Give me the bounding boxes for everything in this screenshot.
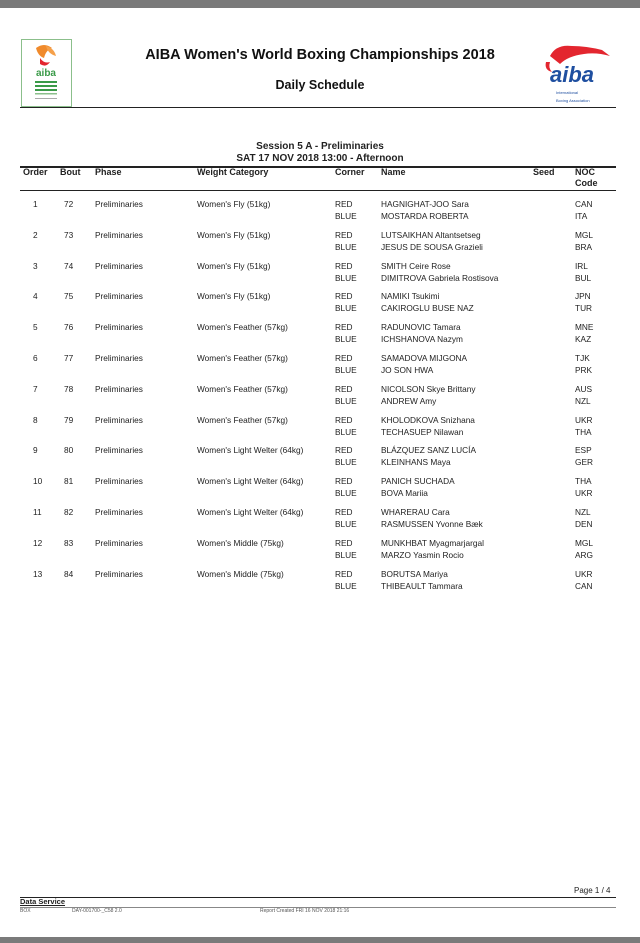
corner-blue: BLUE bbox=[335, 426, 357, 437]
col-bout: Bout bbox=[60, 167, 81, 177]
bout-phase: Preliminaries bbox=[95, 260, 143, 271]
red-noc-code: TJK bbox=[575, 353, 590, 363]
red-noc-code: NZL bbox=[575, 507, 591, 517]
bout-weight-category: Women's Light Welter (64kg) bbox=[197, 476, 304, 487]
red-noc-code: MGL bbox=[575, 229, 593, 240]
corner-red: RED bbox=[335, 445, 353, 456]
blue-noc-code: ITA bbox=[575, 211, 588, 221]
corner-red: RED bbox=[335, 291, 353, 302]
blue-boxer-name: JESUS DE SOUSA Grazieli bbox=[381, 241, 483, 252]
corner-blue: BLUE bbox=[335, 365, 357, 375]
bout-phase: Preliminaries bbox=[95, 568, 143, 579]
blue-boxer-name: CAKIROGLU BUSE NAZ bbox=[381, 303, 474, 314]
blue-boxer-name: JO SON HWA bbox=[381, 365, 434, 375]
header-divider bbox=[20, 107, 616, 108]
corner-blue: BLUE bbox=[335, 519, 357, 529]
corner-blue: BLUE bbox=[335, 395, 357, 406]
red-noc-code: IRL bbox=[575, 260, 588, 271]
bout-order: 11 bbox=[33, 507, 42, 517]
red-noc-code: THA bbox=[575, 476, 592, 487]
bout-order: 4 bbox=[33, 291, 38, 302]
corner-red: RED bbox=[335, 322, 353, 333]
blue-noc-code: TUR bbox=[575, 303, 593, 314]
blue-noc-code: PRK bbox=[575, 365, 593, 375]
red-noc-code: JPN bbox=[575, 291, 591, 302]
footer-code2: DAY-001700-_C58 2.0 bbox=[72, 908, 122, 914]
bout-number: 83 bbox=[64, 537, 74, 548]
blue-boxer-name: RASMUSSEN Yvonne Bæk bbox=[381, 519, 483, 529]
bout-weight-category: Women's Feather (57kg) bbox=[197, 383, 288, 394]
corner-red: RED bbox=[335, 353, 353, 363]
bout-phase: Preliminaries bbox=[95, 445, 143, 456]
page-number: Page 1 / 4 bbox=[574, 886, 611, 895]
bout-number: 82 bbox=[64, 507, 74, 517]
corner-red: RED bbox=[335, 383, 353, 394]
top-bar bbox=[0, 0, 640, 8]
bout-weight-category: Women's Middle (75kg) bbox=[197, 568, 284, 579]
blue-noc-code: BUL bbox=[575, 272, 592, 283]
svg-text:aiba: aiba bbox=[550, 62, 595, 87]
red-boxer-name: SMITH Ceire Rose bbox=[381, 260, 451, 271]
bout-phase: Preliminaries bbox=[95, 414, 143, 425]
bout-weight-category: Women's Fly (51kg) bbox=[197, 291, 271, 302]
bout-order: 9 bbox=[33, 445, 38, 456]
svg-text:International: International bbox=[556, 90, 579, 95]
bout-weight-category: Women's Feather (57kg) bbox=[197, 322, 288, 333]
blue-noc-code: UKR bbox=[575, 488, 593, 499]
bout-order: 10 bbox=[33, 476, 43, 487]
bout-order: 2 bbox=[33, 229, 38, 240]
red-noc-code: UKR bbox=[575, 414, 593, 425]
blue-boxer-name: THIBEAULT Tammara bbox=[381, 580, 463, 591]
blue-noc-code: ARG bbox=[575, 549, 593, 560]
bout-order: 13 bbox=[33, 568, 43, 579]
page-title: AIBA Women's World Boxing Championships 2018 bbox=[145, 47, 495, 63]
corner-red: RED bbox=[335, 199, 353, 209]
red-noc-code: UKR bbox=[575, 568, 593, 579]
blue-boxer-name: MARZO Yasmin Rocio bbox=[381, 549, 464, 560]
red-boxer-name: NICOLSON Skye Brittany bbox=[381, 383, 476, 394]
footer-created: Report Created FRI 16 NOV 2018 21:16 bbox=[260, 908, 350, 914]
bout-phase: Preliminaries bbox=[95, 229, 143, 240]
bout-number: 76 bbox=[64, 322, 74, 333]
bout-weight-category: Women's Feather (57kg) bbox=[197, 353, 288, 363]
corner-blue: BLUE bbox=[335, 211, 357, 221]
bout-number: 78 bbox=[64, 383, 74, 394]
bout-weight-category: Women's Light Welter (64kg) bbox=[197, 507, 304, 517]
bottom-bar bbox=[0, 937, 640, 943]
blue-boxer-name: ICHSHANOVA Nazym bbox=[381, 334, 463, 345]
svg-text:Boxing Association: Boxing Association bbox=[556, 98, 590, 103]
corner-blue: BLUE bbox=[335, 241, 357, 252]
aiba-logo bbox=[540, 42, 615, 107]
col-noc-line1: NOC bbox=[575, 167, 595, 177]
red-boxer-name: WHARERAU Cara bbox=[381, 507, 450, 517]
blue-boxer-name: BOVA Mariia bbox=[381, 488, 428, 499]
bout-order: 12 bbox=[33, 537, 43, 548]
red-boxer-name: HAGNIGHAT-JOO Sara bbox=[381, 199, 469, 209]
bout-phase: Preliminaries bbox=[95, 291, 143, 302]
red-boxer-name: SAMADOVA MIJGONA bbox=[381, 353, 468, 363]
bout-phase: Preliminaries bbox=[95, 507, 143, 517]
bout-weight-category: Women's Fly (51kg) bbox=[197, 229, 271, 240]
session-name: Session 5 A - Preliminaries bbox=[256, 141, 384, 152]
col-noc bbox=[575, 167, 598, 189]
corner-red: RED bbox=[335, 260, 353, 271]
col-order: Order bbox=[23, 167, 48, 177]
red-boxer-name: KHOLODKOVA Snizhana bbox=[381, 414, 475, 425]
col-weight: Weight Category bbox=[197, 167, 269, 177]
bout-number: 73 bbox=[64, 229, 74, 240]
red-noc-code: MNE bbox=[575, 322, 594, 333]
red-boxer-name: LUTSAIKHAN Altantsetseg bbox=[381, 229, 481, 240]
footer-code1: BOX bbox=[20, 908, 31, 914]
corner-red: RED bbox=[335, 476, 353, 487]
bout-phase: Preliminaries bbox=[95, 199, 143, 209]
bout-phase: Preliminaries bbox=[95, 383, 143, 394]
bout-order: 3 bbox=[33, 260, 38, 271]
corner-blue: BLUE bbox=[335, 549, 357, 560]
blue-boxer-name: ANDREW Amy bbox=[381, 395, 437, 406]
blue-noc-code: KAZ bbox=[575, 334, 592, 345]
red-boxer-name: NAMIKI Tsukimi bbox=[381, 291, 440, 302]
bout-weight-category: Women's Fly (51kg) bbox=[197, 199, 271, 209]
bout-weight-category: Women's Fly (51kg) bbox=[197, 260, 271, 271]
footer-line bbox=[20, 897, 616, 898]
blue-noc-code: NZL bbox=[575, 395, 591, 406]
bout-phase: Preliminaries bbox=[95, 322, 143, 333]
corner-blue: BLUE bbox=[335, 580, 357, 591]
red-noc-code: AUS bbox=[575, 383, 593, 394]
col-phase: Phase bbox=[95, 167, 122, 177]
svg-text:aiba: aiba bbox=[35, 68, 57, 79]
corner-red: RED bbox=[335, 229, 353, 240]
bout-order: 6 bbox=[33, 353, 38, 363]
table-header-line bbox=[20, 190, 616, 191]
bout-order: 1 bbox=[33, 199, 38, 209]
bout-number: 84 bbox=[64, 568, 74, 579]
col-seed: Seed bbox=[533, 167, 555, 177]
footer-service: Data Service bbox=[20, 897, 66, 906]
blue-boxer-name: TECHASUEP Nilawan bbox=[381, 426, 464, 437]
corner-blue: BLUE bbox=[335, 272, 357, 283]
blue-boxer-name: DIMITROVA Gabriela Rostisova bbox=[381, 272, 499, 283]
bout-phase: Preliminaries bbox=[95, 476, 143, 487]
bout-number: 77 bbox=[64, 353, 74, 363]
corner-red: RED bbox=[335, 568, 353, 579]
bout-phase: Preliminaries bbox=[95, 353, 143, 363]
bout-number: 75 bbox=[64, 291, 74, 302]
corner-red: RED bbox=[335, 507, 353, 517]
bout-weight-category: Women's Middle (75kg) bbox=[197, 537, 284, 548]
page-subtitle: Daily Schedule bbox=[275, 78, 365, 92]
corner-blue: BLUE bbox=[335, 488, 357, 499]
bout-number: 80 bbox=[64, 445, 74, 456]
col-corner: Corner bbox=[335, 167, 365, 177]
col-noc-line2: Code bbox=[575, 178, 598, 188]
corner-red: RED bbox=[335, 414, 353, 425]
red-noc-code: MGL bbox=[575, 537, 593, 548]
red-noc-code: CAN bbox=[575, 199, 593, 209]
bout-phase: Preliminaries bbox=[95, 537, 143, 548]
bout-number: 81 bbox=[64, 476, 74, 487]
corner-blue: BLUE bbox=[335, 303, 357, 314]
blue-noc-code: BRA bbox=[575, 241, 593, 252]
bout-order: 5 bbox=[33, 322, 38, 333]
bout-order: 8 bbox=[33, 414, 38, 425]
blue-boxer-name: MOSTARDA ROBERTA bbox=[381, 211, 469, 221]
bout-number: 74 bbox=[64, 260, 74, 271]
red-boxer-name: MUNKHBAT Myagmarjargal bbox=[381, 537, 484, 548]
bout-weight-category: Women's Light Welter (64kg) bbox=[197, 445, 304, 456]
bout-weight-category: Women's Feather (57kg) bbox=[197, 414, 288, 425]
red-boxer-name: BORUTSA Mariya bbox=[381, 568, 448, 579]
session-datetime: SAT 17 NOV 2018 13:00 - Afternoon bbox=[236, 153, 404, 164]
blue-noc-code: THA bbox=[575, 426, 592, 437]
col-name: Name bbox=[381, 167, 406, 177]
bout-order: 7 bbox=[33, 383, 38, 394]
blue-noc-code: CAN bbox=[575, 580, 593, 591]
red-boxer-name: RADUNOVIC Tamara bbox=[381, 322, 461, 333]
corner-blue: BLUE bbox=[335, 457, 357, 468]
blue-noc-code: DEN bbox=[575, 519, 593, 529]
bout-number: 72 bbox=[64, 199, 74, 209]
blue-boxer-name: KLEINHANS Maya bbox=[381, 457, 451, 468]
bout-number: 79 bbox=[64, 414, 74, 425]
red-boxer-name: PANICH SUCHADA bbox=[381, 476, 455, 487]
blue-noc-code: GER bbox=[575, 457, 593, 468]
corner-red: RED bbox=[335, 537, 353, 548]
red-noc-code: ESP bbox=[575, 445, 592, 456]
corner-blue: BLUE bbox=[335, 334, 357, 345]
red-boxer-name: BLÁZQUEZ SANZ LUCÍA bbox=[381, 445, 476, 456]
